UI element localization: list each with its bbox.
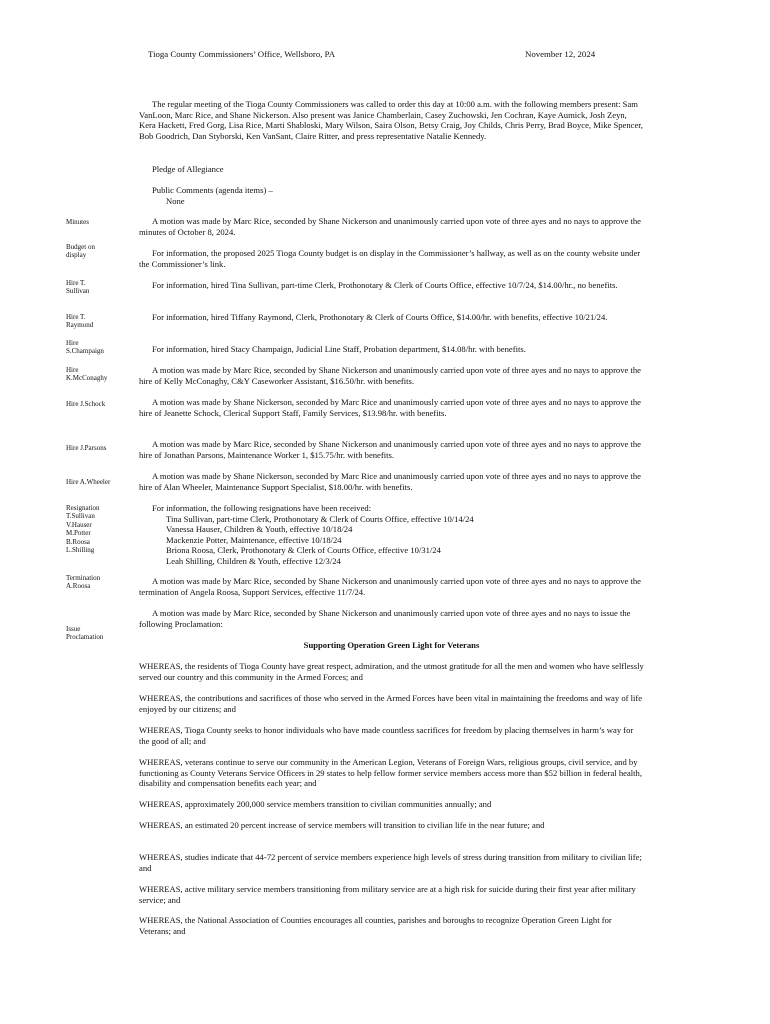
hire-mcconaghy: A motion was made by Marc Rice, seconded by Shane Nickerson and unanimously carried upon vote of three ayes and no nays to approve the hire of Kelly McConaghy, C&Y Caseworker Assistant, $16.50/hr. with benefits. bbox=[139, 365, 641, 386]
pledge-line: Pledge of Allegiance bbox=[152, 164, 224, 174]
margin-note-line: A.Roosa bbox=[66, 582, 91, 591]
margin-note-line: M.Potter bbox=[66, 529, 91, 538]
public-comments bbox=[139, 185, 657, 206]
margin-note-line: Resignation bbox=[66, 504, 100, 512]
resignation-item: Briona Roosa, Clerk, Prothonotary & Clerk of Courts Office, effective 10/31/24 bbox=[166, 545, 441, 556]
hire-wheeler: A motion was made by Shane Nickerson, seconded by Marc Rice and unanimously carried upon vote of three ayes and no nays to approve the hire of Alan Wheeler, Maintenance Support Specialist, $18.00/hr. with benefits. bbox=[139, 471, 641, 492]
public-comments-label: Public Comments (agenda items) – bbox=[152, 185, 273, 195]
margin-note-line: Hire J.Parsons bbox=[66, 444, 107, 452]
margin-note-line: B.Roosa bbox=[66, 537, 90, 546]
margin-note-line: T.Sullivan bbox=[66, 512, 95, 521]
margin-note-line: Budget on bbox=[66, 243, 95, 251]
margin-note-line: Hire bbox=[66, 366, 79, 374]
margin-note bbox=[66, 313, 134, 330]
resignations-block bbox=[139, 503, 644, 567]
margin-note-line: Hire T. bbox=[66, 279, 86, 287]
budget-note: For information, the proposed 2025 Tioga County budget is on display in the Commissioner’s hallway, as well as on the county website under the Commissioner’s link. bbox=[139, 248, 641, 269]
margin-note-line: Hire A.Wheeler bbox=[66, 478, 111, 486]
meeting-date: November 12, 2024 bbox=[525, 49, 596, 59]
whereas-clause: WHEREAS, the residents of Tioga County have great respect, admiration, and the utmost gratitude for all the men and women who have selflessly served our country and this community in the Armed Forces; and bbox=[139, 661, 644, 682]
intro-paragraph: The regular meeting of the Tioga County Commissioners was called to order this day at 10:00 a.m. with the following members present: Sam VanLoon, Marc Rice, and Shane Nickerson. Also present was Janice Chamberlain, Casey Zuchowski, Jen Cochran, Kaye Aumick, Josh Zeyn, Kera Hackett, Fred Gorg, Lisa Rice, Marti Shabloski, Mary Wilson, Saira Olson, Betsy Craig, Joy Childs, Chris Perry, Brad Boyce, Mike Spencer, Bob Goodrich, Dan Styborski, Ken VanSant, Claire Ritter, and press representative Natalie Kennedy. bbox=[139, 99, 643, 141]
margin-note-line: Hire T. bbox=[66, 313, 86, 321]
resignation-item: Tina Sullivan, part-time Clerk, Prothonotary & Clerk of Courts Office, effective 10/14/24 bbox=[166, 513, 474, 524]
margin-note-line: Hire J.Schock bbox=[66, 400, 106, 408]
margin-note-line: Termination bbox=[66, 574, 101, 582]
whereas-clause: WHEREAS, active military service members transitioning from military service are at a high risk for suicide during their first year after military service; and bbox=[139, 884, 636, 905]
margin-note bbox=[66, 279, 134, 296]
margin-note bbox=[66, 400, 134, 408]
minutes-motion: A motion was made by Marc Rice, seconded by Shane Nickerson and unanimously carried upon vote of three ayes and no nays to approve the minutes of October 8, 2024. bbox=[139, 216, 641, 237]
margin-note bbox=[66, 444, 134, 452]
resignation-item: Mackenzie Potter, Maintenance, effective 10/18/24 bbox=[166, 534, 342, 545]
margin-note-line: display bbox=[66, 251, 87, 260]
margin-note bbox=[66, 218, 134, 226]
hire-raymond: For information, hired Tiffany Raymond, Clerk, Prothonotary & Clerk of Courts Office, $14.00/hr. with benefits, effective 10/21/24. bbox=[152, 312, 608, 322]
whereas-clause: WHEREAS, studies indicate that 44-72 percent of service members experience high levels of stress during transition from military to civilian life; and bbox=[139, 852, 642, 873]
margin-note-line: Sullivan bbox=[66, 287, 90, 296]
proclamation-title: Supporting Operation Green Light for Veterans bbox=[303, 640, 480, 650]
margin-note bbox=[66, 504, 134, 554]
whereas-clause: WHEREAS, veterans continue to serve our community in the American Legion, Veterans of Foreign Wars, religious groups, civil service, and by functioning as County Veterans Service Officers in 29 states to help fellow former service members access more than $52 billion in federal health, disability and compensation benefits each year; and bbox=[139, 757, 642, 789]
termination-roosa: A motion was made by Marc Rice, seconded by Shane Nickerson and unanimously carried upon vote of three ayes and no nays to approve the termination of Angela Roosa, Support Services, effective 11/7/24. bbox=[139, 576, 641, 597]
margin-note bbox=[66, 625, 134, 642]
hire-schock: A motion was made by Shane Nickerson, seconded by Marc Rice and unanimously carried upon vote of three ayes and no nays to approve the hire of Jeanette Schock, Clerical Support Staff, Family Services, $13.98/hr. with benefits. bbox=[139, 397, 641, 418]
margin-note-line: Hire bbox=[66, 339, 79, 347]
margin-note-line: Raymond bbox=[66, 321, 94, 330]
margin-note-line: Issue bbox=[66, 625, 81, 633]
margin-note bbox=[66, 366, 134, 383]
margin-note-line: V.Hauser bbox=[66, 520, 92, 529]
whereas-clause: WHEREAS, approximately 200,000 service members transition to civilian communities annually; and bbox=[139, 799, 492, 809]
hire-parsons: A motion was made by Marc Rice, seconded by Shane Nickerson and unanimously carried upon vote of three ayes and no nays to approve the hire of Jonathan Parsons, Maintenance Worker 1, $15.75/hr. with benefits. bbox=[139, 439, 641, 460]
margin-note bbox=[66, 243, 134, 260]
whereas-clause: WHEREAS, Tioga County seeks to honor individuals who have made countless sacrifices for freedom by placing themselves in harm’s way for the good of all; and bbox=[139, 725, 634, 746]
public-comments-value: None bbox=[166, 195, 185, 206]
whereas-clause: WHEREAS, the contributions and sacrifices of those who served in the Armed Forces have been vital in maintaining the freedoms and way of life enjoyed by our citizens; and bbox=[139, 693, 643, 714]
margin-note-line: Proclamation bbox=[66, 633, 104, 642]
hire-champaign: For information, hired Stacy Champaign, Judicial Line Staff, Probation department, $14.08/hr. with benefits. bbox=[152, 344, 526, 354]
resignation-item: Leah Shilling, Children & Youth, effective 12/3/24 bbox=[166, 555, 341, 566]
margin-note-line: S.Champaign bbox=[66, 347, 104, 356]
resignation-item: Vanessa Hauser, Children & Youth, effective 10/18/24 bbox=[166, 524, 353, 535]
margin-note bbox=[66, 339, 134, 356]
margin-note bbox=[66, 574, 134, 591]
whereas-clause: WHEREAS, an estimated 20 percent increase of service members will transition to civilian life in the near future; and bbox=[139, 820, 545, 830]
whereas-clause: WHEREAS, the National Association of Counties encourages all counties, parishes and boroughs to recognize Operation Green Light for Veterans; and bbox=[139, 915, 612, 936]
proclamation-motion: A motion was made by Marc Rice, seconded by Shane Nickerson and unanimously carried upon vote of three ayes and no nays to issue the following Proclamation: bbox=[139, 608, 631, 629]
hire-sullivan: For information, hired Tina Sullivan, part-time Clerk, Prothonotary & Clerk of Courts Office, effective 10/7/24, $14.00/hr., no benefits. bbox=[152, 280, 618, 290]
margin-note-line: Minutes bbox=[66, 218, 89, 226]
resignations-intro: For information, the following resignations have been received: bbox=[152, 503, 372, 513]
margin-note-line: K.McConaghy bbox=[66, 374, 108, 383]
office-header: Tioga County Commissioners’ Office, Wellsboro, PA bbox=[148, 49, 336, 59]
margin-note-line: L.Shilling bbox=[66, 546, 95, 555]
margin-note bbox=[66, 478, 134, 486]
